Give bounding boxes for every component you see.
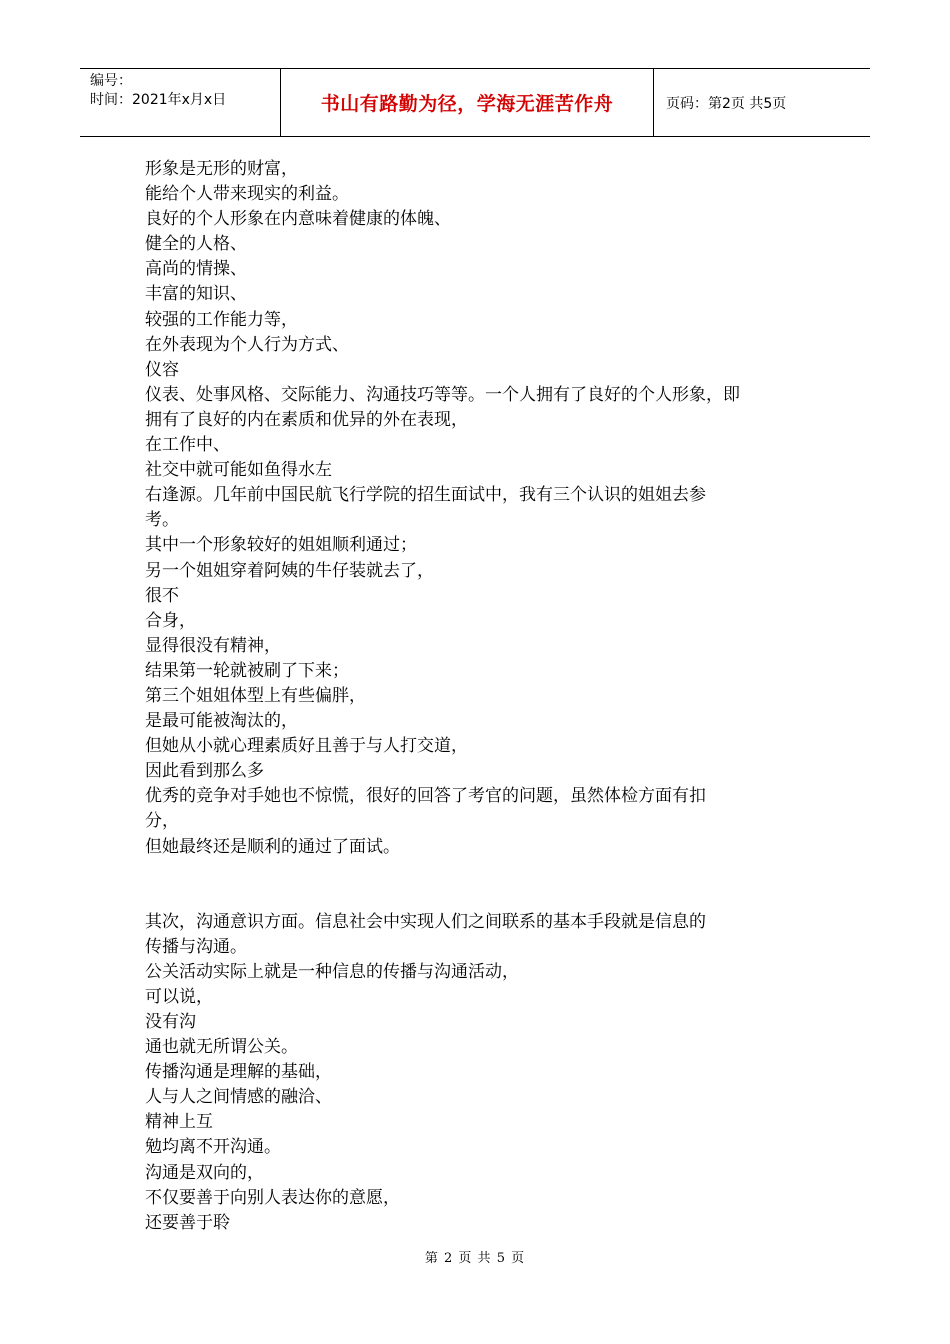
- text-line: 仪容: [145, 359, 179, 380]
- text-line: 因此看到那么多: [145, 761, 264, 782]
- text-line: 精神上互: [145, 1112, 213, 1133]
- text-line: 不仅要善于向别人表达你的意愿，: [145, 1187, 400, 1208]
- text-line: 沟通是双向的，: [145, 1162, 264, 1183]
- text-line: 良好的个人形象在内意味着健康的体魄、: [145, 209, 451, 230]
- text-line: 很不: [145, 585, 179, 606]
- text-line: 显得很没有精神，: [145, 635, 281, 656]
- text-line: 较强的工作能力等，: [145, 309, 298, 330]
- text-line: 传播与沟通。: [145, 936, 247, 957]
- text-line: 另一个姐姐穿着阿姨的牛仔装就去了，: [145, 560, 434, 581]
- text-line: 拥有了良好的内在素质和优异的外在表现，: [145, 409, 468, 430]
- text-line: 第三个姐姐体型上有些偏胖，: [145, 685, 366, 706]
- text-line: 通也就无所谓公关。: [145, 1037, 298, 1058]
- text-line: 在工作中、: [145, 435, 230, 456]
- text-line: 考。: [145, 510, 179, 531]
- text-line: 能给个人带来现实的利益。: [145, 184, 349, 205]
- header-page-info: 页码：第2页 共5页: [666, 95, 787, 112]
- text-line: 传播沟通是理解的基础，: [145, 1062, 332, 1083]
- text-line: 没有沟: [145, 1012, 196, 1032]
- text-line: 分，: [145, 811, 179, 832]
- text-line: 社交中就可能如鱼得水左: [145, 460, 332, 481]
- paragraph-gap: [145, 860, 795, 910]
- document-header: [80, 68, 870, 137]
- text-line: 健全的人格、: [145, 234, 247, 255]
- text-line: 还要善于聆: [145, 1212, 230, 1233]
- paragraph-image-value: [145, 157, 795, 860]
- text-line: 其中一个形象较好的姐姐顺利通过；: [145, 535, 417, 556]
- text-line: 但她从小就心理素质好且善于与人打交道，: [145, 736, 468, 757]
- text-line: 仪表、处事风格、交际能力、沟通技巧等等。一个人拥有了良好的个人形象，即: [145, 384, 740, 405]
- text-line: 其次，沟通意识方面。信息社会中实现人们之间联系的基本手段就是信息的: [145, 911, 706, 932]
- paragraph-communication: [145, 910, 795, 1236]
- text-line: 但她最终还是顺利的通过了面试。: [145, 836, 400, 857]
- text-line: 结果第一轮就被刷了下来；: [145, 660, 349, 681]
- text-line: 在外表现为个人行为方式、: [145, 334, 349, 355]
- serial-number-label: 编号：: [90, 73, 132, 89]
- page-footer: 第 2 页 共 5 页: [424, 1251, 526, 1266]
- text-line: 优秀的竞争对手她也不惊慌，很好的回答了考官的问题，虽然体检方面有扣: [145, 786, 706, 807]
- date-label: 时间：2021年x月x日: [90, 92, 227, 108]
- document-body: [145, 157, 795, 1236]
- text-line: 是最可能被淘汰的，: [145, 711, 298, 732]
- text-line: 公关活动实际上就是一种信息的传播与沟通活动，: [145, 961, 519, 982]
- text-line: 形象是无形的财富，: [145, 159, 298, 179]
- text-line: 合身，: [145, 610, 196, 631]
- text-line: 丰富的知识、: [145, 284, 247, 305]
- text-line: 右逢源。几年前中国民航飞行学院的招生面试中，我有三个认识的姐姐去参: [145, 485, 706, 506]
- text-line: 勉均离不开沟通。: [145, 1137, 281, 1158]
- text-line: 可以说，: [145, 986, 213, 1007]
- text-line: 人与人之间情感的融洽、: [145, 1087, 332, 1108]
- text-line: 高尚的情操、: [145, 259, 247, 280]
- header-motto: 书山有路勤为径，学海无涯苦作舟: [281, 69, 654, 136]
- header-meta-cell: [80, 69, 281, 136]
